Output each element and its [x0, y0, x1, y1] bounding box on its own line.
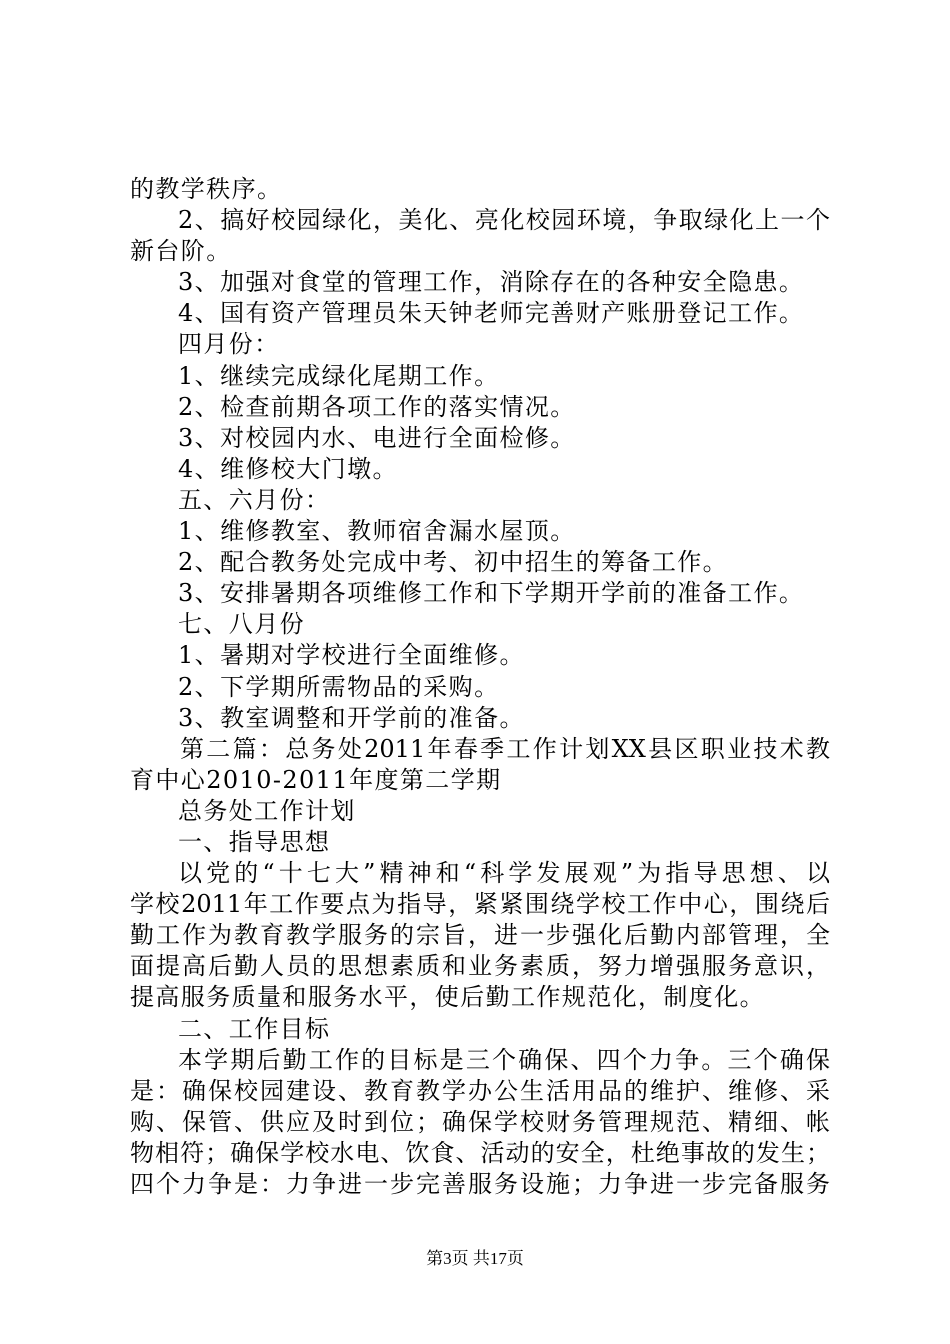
text-line: 3、教室调整和开学前的准备。: [178, 703, 525, 732]
section-heading: 总务处工作计划: [178, 796, 356, 825]
text-line: 3、加强对食堂的管理工作，消除存在的各种安全隐患。: [178, 268, 805, 297]
section-heading: 七、八月份: [178, 610, 305, 639]
document-body: [130, 174, 830, 1200]
text-line: 3、对校园内水、电进行全面检修。: [178, 423, 576, 452]
text-line: 3、安排暑期各项维修工作和下学期开学前的准备工作。: [178, 579, 805, 608]
paragraph-line: 提高服务质量和服务水平，使后勤工作规范化，制度化。: [130, 983, 765, 1012]
text-line: 2、检查前期各项工作的落实情况。: [178, 392, 576, 421]
paragraph-line: 是：确保校园建设、教育教学办公生活用品的维护、维修、采: [130, 1076, 830, 1105]
chapter-title: 育中心2010-2011年度第二学期: [130, 765, 502, 794]
text-line: 的教学秩序。: [130, 175, 283, 203]
text-line: 4、维修校大门墩。: [178, 454, 398, 483]
paragraph-line: 勤工作为教育教学服务的宗旨，进一步强化后勤内部管理，全: [130, 921, 830, 950]
page-number-footer: 第3页 共17页: [426, 1249, 524, 1268]
text-line: 1、暑期对学校进行全面维修。: [178, 641, 525, 670]
text-line: 1、维修教室、教师宿舍漏水屋顶。: [178, 517, 576, 546]
text-line: 2、下学期所需物品的采购。: [178, 672, 500, 701]
paragraph-line: 四个力争是：力争进一步完善服务设施；力争进一步完备服务: [130, 1170, 830, 1198]
paragraph-line: 学校2011年工作要点为指导，紧紧围绕学校工作中心，围绕后: [130, 890, 830, 919]
paragraph-line: 面提高后勤人员的思想素质和业务素质，努力增强服务意识，: [130, 952, 830, 981]
chapter-title: 第二篇：总务处2011年春季工作计划XX县区职业技术教: [180, 734, 830, 763]
section-heading: 四月份：: [178, 330, 280, 359]
text-line: 1、继续完成绿化尾期工作。: [178, 361, 500, 390]
text-line: 4、国有资产管理员朱天钟老师完善财产账册登记工作。: [178, 299, 805, 328]
text-line: 2、搞好校园绿化，美化、亮化校园环境，争取绿化上一个: [178, 206, 830, 235]
paragraph-line: 物相符；确保学校水电、饮食、活动的安全，杜绝事故的发生；: [130, 1138, 830, 1167]
section-heading: 二、工作目标: [178, 1014, 331, 1043]
text-line: 新台阶。: [130, 237, 232, 266]
section-heading: 一、指导思想: [178, 827, 331, 856]
paragraph-line: 购、保管、供应及时到位；确保学校财务管理规范、精细、帐: [130, 1107, 830, 1136]
paragraph-line: 本学期后勤工作的目标是三个确保、四个力争。三个确保: [178, 1045, 830, 1074]
text-line: 2、配合教务处完成中考、初中招生的筹备工作。: [178, 548, 729, 577]
section-heading: 五、六月份：: [178, 485, 331, 514]
paragraph-line: 以党的“十七大”精神和“科学发展观”为指导思想、以: [178, 859, 830, 888]
